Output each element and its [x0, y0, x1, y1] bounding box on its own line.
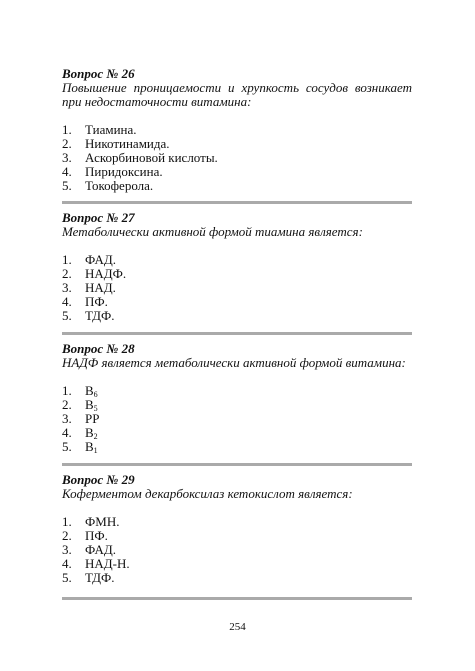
- question-26: [62, 67, 412, 193]
- answer-option-5: [62, 309, 412, 323]
- option-number: 3.: [62, 411, 72, 426]
- question-separator: [62, 201, 412, 204]
- question-title: Вопрос № 28: [62, 341, 135, 356]
- option-text: Тиамина.: [85, 122, 137, 137]
- option-text: ПФ.: [85, 294, 108, 309]
- option-number: 5.: [62, 570, 72, 585]
- option-text: Токоферола.: [85, 178, 154, 193]
- option-number: 4.: [62, 556, 72, 571]
- option-number: 2.: [62, 528, 72, 543]
- question-28: [62, 342, 412, 454]
- option-number: 4.: [62, 164, 72, 179]
- answer-options: [62, 384, 412, 454]
- option-text: ФАД.: [85, 252, 116, 267]
- answer-option-3: [62, 281, 412, 295]
- question-title: Вопрос № 29: [62, 472, 135, 487]
- option-text: B: [85, 397, 94, 412]
- option-subscript: 6: [93, 390, 98, 399]
- question-text: Повышение проницаемости и хрупкость сосудов возникает при недостаточности витамина:: [62, 80, 412, 109]
- question-separator: [62, 463, 412, 466]
- option-number: 2.: [62, 266, 72, 281]
- answer-option-2: [62, 267, 412, 281]
- option-number: 5.: [62, 178, 72, 193]
- answer-option-5: [62, 179, 412, 193]
- option-number: 2.: [62, 136, 72, 151]
- answer-options: [62, 515, 412, 585]
- answer-options: [62, 123, 412, 193]
- option-text: ТДФ.: [85, 308, 115, 323]
- question-separator: [62, 597, 412, 600]
- question-title: Вопрос № 26: [62, 66, 135, 81]
- option-number: 3.: [62, 280, 72, 295]
- option-text: НАДФ.: [85, 266, 127, 281]
- answer-options: [62, 253, 412, 323]
- answer-option-1: [62, 123, 412, 137]
- answer-option-2: [62, 137, 412, 151]
- option-subscript: 1: [93, 446, 98, 455]
- answer-option-3: [62, 151, 412, 165]
- option-text: Пиридоксина.: [85, 164, 163, 179]
- option-text: Аскорбиновой кислоты.: [85, 150, 218, 165]
- option-number: 5.: [62, 439, 72, 454]
- answer-option-2: [62, 398, 412, 412]
- question-text: Метаболически активной формой тиамина является:: [62, 224, 363, 239]
- answer-option-1: [62, 515, 412, 529]
- answer-option-4: [62, 426, 412, 440]
- option-number: 1.: [62, 383, 72, 398]
- option-text: ПФ.: [85, 528, 108, 543]
- option-subscript: 2: [93, 432, 98, 441]
- option-text: PP: [85, 411, 100, 426]
- page-number: 254: [229, 621, 246, 633]
- answer-option-1: [62, 253, 412, 267]
- option-number: 4.: [62, 294, 72, 309]
- answer-option-2: [62, 529, 412, 543]
- question-text: Коферментом декарбоксилаз кетокислот является:: [62, 486, 353, 501]
- answer-option-4: [62, 165, 412, 179]
- option-number: 3.: [62, 150, 72, 165]
- answer-option-4: [62, 295, 412, 309]
- option-number: 1.: [62, 122, 72, 137]
- option-text: НАД-Н.: [85, 556, 130, 571]
- option-text: ТДФ.: [85, 570, 115, 585]
- answer-option-3: [62, 412, 412, 426]
- option-number: 1.: [62, 252, 72, 267]
- option-number: 2.: [62, 397, 72, 412]
- answer-option-3: [62, 543, 412, 557]
- question-separator: [62, 332, 412, 335]
- option-text: B: [85, 439, 94, 454]
- option-text: B: [85, 425, 94, 440]
- question-29: [62, 473, 412, 585]
- option-text: ФАД.: [85, 542, 116, 557]
- option-text: ФМН.: [85, 514, 120, 529]
- option-text: B: [85, 383, 94, 398]
- option-text: НАД.: [85, 280, 116, 295]
- question-27: [62, 211, 412, 323]
- option-number: 1.: [62, 514, 72, 529]
- question-title: Вопрос № 27: [62, 210, 135, 225]
- option-number: 5.: [62, 308, 72, 323]
- answer-option-1: [62, 384, 412, 398]
- option-number: 4.: [62, 425, 72, 440]
- answer-option-5: [62, 440, 412, 454]
- answer-option-4: [62, 557, 412, 571]
- option-subscript: 5: [93, 404, 98, 413]
- option-number: 3.: [62, 542, 72, 557]
- option-text: Никотинамида.: [85, 136, 170, 151]
- answer-option-5: [62, 571, 412, 585]
- question-text: НАДФ является метаболически активной формой витамина:: [62, 355, 406, 370]
